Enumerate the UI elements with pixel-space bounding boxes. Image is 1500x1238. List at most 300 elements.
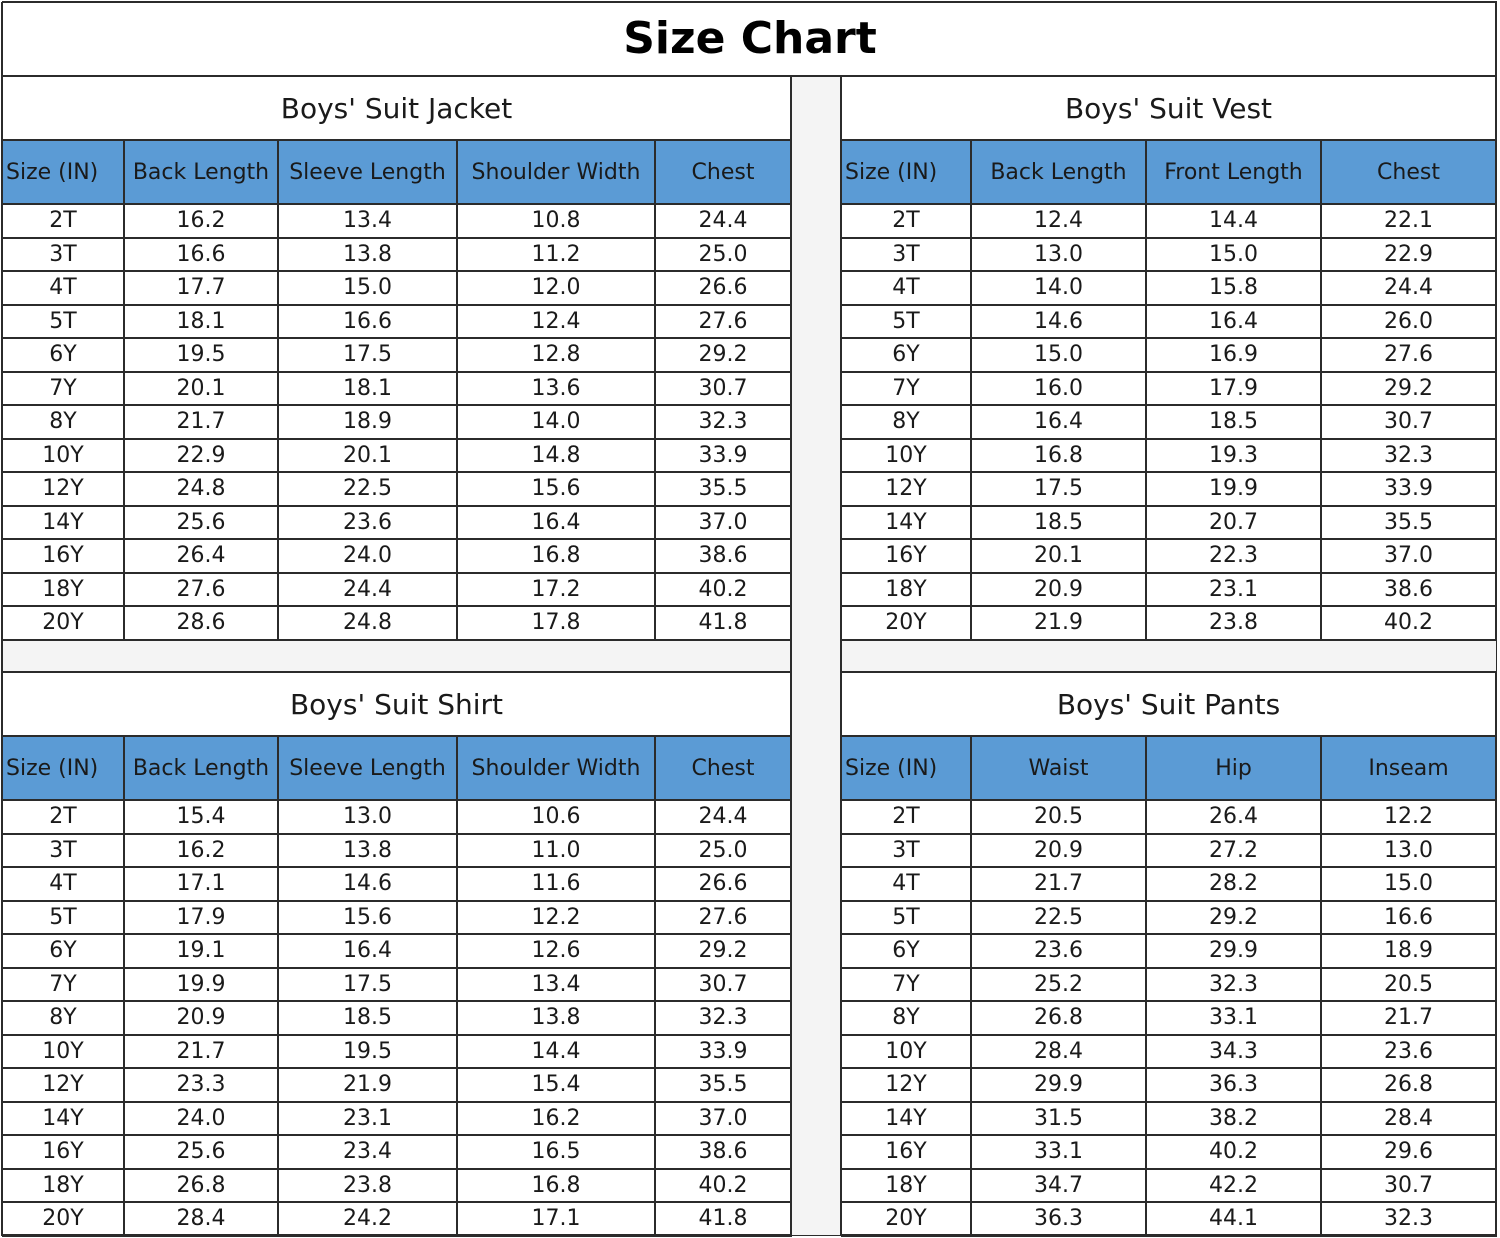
table-cell-jacket: 18.1 [176,308,226,334]
table-cell-vest: 18.5 [1034,509,1083,535]
table-cell-shirt: 24.0 [176,1105,226,1131]
grid-line [2,304,792,306]
table-cell-pants: 25.2 [1034,971,1083,997]
size-label-shirt: 8Y [49,1005,77,1031]
table-cell-pants: 34.3 [1209,1038,1258,1064]
table-cell-pants: 38.2 [1209,1105,1258,1131]
grid-line [2,1000,792,1002]
grid-line [456,736,458,1236]
grid-line [841,304,1497,306]
table-cell-jacket: 17.7 [176,275,226,301]
grid-line [790,672,792,1236]
table-cell-jacket: 26.6 [698,275,748,301]
column-header-pants-3: Inseam [1368,755,1449,781]
table-cell-jacket: 18.1 [343,375,392,401]
table-cell-pants: 21.7 [1384,1005,1433,1031]
table-cell-jacket: 15.0 [343,275,392,301]
table-cell-pants: 23.6 [1034,938,1083,964]
table-cell-vest: 16.4 [1209,308,1258,334]
grid-line [2,799,792,801]
grid-line [2,671,792,673]
size-label-jacket: 7Y [49,375,77,401]
table-cell-jacket: 19.5 [176,342,226,368]
size-label-vest: 4T [892,275,920,301]
table-cell-pants: 33.1 [1209,1005,1258,1031]
size-label-shirt: 12Y [42,1072,84,1098]
grid-line [2,438,792,440]
column-header-pants-2: Hip [1215,755,1252,781]
table-cell-jacket: 22.5 [343,476,392,502]
table-cell-jacket: 40.2 [698,576,748,602]
size-label-vest: 10Y [885,442,927,468]
grid-line [841,1201,1497,1203]
table-cell-shirt: 15.4 [531,1072,581,1098]
table-cell-vest: 35.5 [1384,509,1433,535]
grid-line [1,76,3,640]
table-cell-jacket: 24.4 [343,576,392,602]
grid-line [970,736,972,1236]
table-cell-jacket: 13.4 [343,208,392,234]
table-cell-jacket: 26.4 [176,543,226,569]
size-label-jacket: 20Y [42,610,84,636]
size-label-jacket: 10Y [42,442,84,468]
size-label-vest: 12Y [885,476,927,502]
table-cell-vest: 27.6 [1384,342,1433,368]
page-title: Size Chart [623,12,877,64]
table-cell-vest: 40.2 [1384,610,1433,636]
grid-line [841,639,1497,641]
table-cell-vest: 19.3 [1209,442,1258,468]
grid-line [2,639,792,641]
table-cell-pants: 32.3 [1384,1206,1433,1232]
table-cell-shirt: 16.8 [531,1172,581,1198]
grid-line [2,572,792,574]
size-label-shirt: 2T [49,804,77,830]
table-cell-jacket: 12.8 [531,342,581,368]
table-cell-vest: 14.0 [1034,275,1083,301]
column-header-vest-3: Chest [1377,159,1440,185]
size-label-vest: 8Y [892,409,920,435]
table-cell-jacket: 15.6 [531,476,581,502]
table-cell-pants: 44.1 [1209,1206,1258,1232]
column-header-jacket-1: Back Length [132,159,270,185]
grid-line [841,572,1497,574]
table-title-shirt: Boys' Suit Shirt [289,687,504,721]
grid-line [840,672,842,1236]
column-header-jacket-0: Size (IN) [6,159,99,185]
table-cell-vest: 20.7 [1209,509,1258,535]
table-cell-shirt: 23.3 [176,1072,226,1098]
table-cell-shirt: 25.6 [176,1139,226,1165]
table-cell-pants: 28.2 [1209,871,1258,897]
table-cell-pants: 20.5 [1384,971,1433,997]
table-cell-jacket: 38.6 [698,543,748,569]
table-cell-shirt: 30.7 [698,971,748,997]
column-header-shirt-2: Sleeve Length [289,755,446,781]
table-cell-jacket: 17.8 [531,610,581,636]
grid-line [2,1101,792,1103]
grid-line [2,505,792,507]
table-cell-vest: 16.0 [1034,375,1083,401]
grid-line [841,1235,1497,1237]
table-cell-jacket: 35.5 [698,476,748,502]
table-cell-shirt: 11.0 [531,837,581,863]
table-cell-pants: 16.6 [1384,904,1433,930]
size-label-pants: 6Y [892,938,920,964]
table-cell-pants: 30.7 [1384,1172,1433,1198]
table-cell-shirt: 21.7 [176,1038,226,1064]
size-label-vest: 6Y [892,342,920,368]
table-cell-shirt: 16.2 [531,1105,581,1131]
table-cell-vest: 14.4 [1209,208,1258,234]
table-cell-vest: 14.6 [1034,308,1083,334]
size-label-vest: 2T [892,208,920,234]
table-cell-pants: 15.0 [1384,871,1433,897]
table-cell-jacket: 17.2 [531,576,581,602]
column-header-pants-0: Size (IN) [845,755,938,781]
table-cell-pants: 26.8 [1034,1005,1083,1031]
table-cell-shirt: 38.6 [698,1139,748,1165]
table-cell-shirt: 12.6 [531,938,581,964]
table-cell-vest: 24.4 [1384,275,1433,301]
table-cell-shirt: 29.2 [698,938,748,964]
column-header-jacket-2: Sleeve Length [289,159,446,185]
column-header-vest-2: Front Length [1164,159,1303,185]
grid-line [841,270,1497,272]
table-cell-jacket: 24.8 [343,610,392,636]
size-label-pants: 18Y [885,1172,927,1198]
size-label-shirt: 5T [49,904,77,930]
table-cell-jacket: 23.6 [343,509,392,535]
table-title-pants: Boys' Suit Pants [1056,687,1281,721]
column-header-shirt-3: Shoulder Width [471,755,641,781]
table-cell-pants: 28.4 [1384,1105,1433,1131]
size-label-pants: 5T [892,904,920,930]
size-label-jacket: 6Y [49,342,77,368]
table-cell-jacket: 32.3 [698,409,748,435]
column-header-vest-1: Back Length [990,159,1127,185]
table-cell-shirt: 16.4 [343,938,392,964]
table-cell-shirt: 26.8 [176,1172,226,1198]
size-label-vest: 20Y [885,610,927,636]
table-cell-jacket: 18.9 [343,409,392,435]
table-cell-pants: 20.9 [1034,837,1083,863]
size-label-vest: 16Y [885,543,927,569]
table-cell-shirt: 32.3 [698,1005,748,1031]
table-cell-shirt: 25.0 [698,837,748,863]
table-cell-shirt: 14.4 [531,1038,581,1064]
grid-line [841,471,1497,473]
size-label-jacket: 2T [49,208,77,234]
table-cell-vest: 15.0 [1209,241,1258,267]
size-label-pants: 8Y [892,1005,920,1031]
grid-line [2,1134,792,1136]
table-cell-shirt: 13.0 [343,804,392,830]
size-label-pants: 14Y [885,1105,927,1131]
grid-line [841,371,1497,373]
grid-line [841,139,1497,141]
size-label-shirt: 20Y [42,1206,84,1232]
table-cell-jacket: 16.6 [176,241,226,267]
grid-line [2,1168,792,1170]
table-cell-shirt: 16.2 [176,837,226,863]
grid-line [1495,76,1497,640]
table-cell-jacket: 25.0 [698,241,748,267]
table-cell-vest: 17.5 [1034,476,1083,502]
table-cell-pants: 26.4 [1209,804,1258,830]
column-header-shirt-0: Size (IN) [6,755,99,781]
table-cell-vest: 18.5 [1209,409,1258,435]
grid-line [123,736,125,1236]
table-cell-shirt: 33.9 [698,1038,748,1064]
table-cell-jacket: 10.8 [531,208,581,234]
table-cell-jacket: 24.8 [176,476,226,502]
grid-line [2,735,792,737]
grid-line [123,140,125,640]
table-cell-jacket: 16.4 [531,509,581,535]
size-label-shirt: 7Y [49,971,77,997]
table-cell-jacket: 27.6 [176,576,226,602]
grid-line [841,505,1497,507]
outer-frame-top [2,1,1497,3]
grid-line [841,237,1497,239]
table-cell-shirt: 35.5 [698,1072,748,1098]
table-cell-shirt: 24.4 [698,804,748,830]
size-label-shirt: 3T [49,837,77,863]
grid-line [2,933,792,935]
size-label-shirt: 18Y [42,1172,84,1198]
table-title-jacket: Boys' Suit Jacket [280,91,513,125]
size-label-pants: 4T [892,871,920,897]
table-cell-vest: 20.1 [1034,543,1083,569]
grid-line [2,1067,792,1069]
grid-line [2,900,792,902]
grid-line [1495,672,1497,1236]
table-cell-pants: 29.6 [1384,1139,1433,1165]
size-label-jacket: 8Y [49,409,77,435]
table-cell-shirt: 12.2 [531,904,581,930]
table-cell-shirt: 11.6 [531,871,581,897]
table-cell-jacket: 16.8 [531,543,581,569]
size-label-jacket: 5T [49,308,77,334]
table-cell-shirt: 17.1 [176,871,226,897]
table-cell-shirt: 13.4 [531,971,581,997]
grid-line [841,866,1497,868]
size-label-pants: 2T [892,804,920,830]
grid-line [2,139,792,141]
table-cell-vest: 12.4 [1034,208,1083,234]
grid-line [456,140,458,640]
table-cell-vest: 22.3 [1209,543,1258,569]
size-label-jacket: 18Y [42,576,84,602]
table-cell-jacket: 22.9 [176,442,226,468]
table-cell-pants: 33.1 [1034,1139,1083,1165]
column-header-shirt-4: Chest [691,755,755,781]
table-cell-vest: 16.9 [1209,342,1258,368]
size-label-pants: 20Y [885,1206,927,1232]
table-cell-shirt: 19.5 [343,1038,392,1064]
column-header-shirt-1: Back Length [132,755,270,781]
grid-line [841,1034,1497,1036]
table-cell-pants: 21.7 [1034,871,1083,897]
grid-line [654,140,656,640]
grid-line [1,672,3,1236]
table-cell-jacket: 16.2 [176,208,226,234]
grid-line [2,237,792,239]
size-label-shirt: 6Y [49,938,77,964]
table-cell-shirt: 17.1 [531,1206,581,1232]
table-cell-shirt: 23.4 [343,1139,392,1165]
grid-line [654,736,656,1236]
grid-line [841,900,1497,902]
grid-line [277,140,279,640]
grid-line [841,933,1497,935]
table-cell-pants: 22.5 [1034,904,1083,930]
size-label-jacket: 3T [49,241,77,267]
table-cell-shirt: 27.6 [698,904,748,930]
table-cell-jacket: 13.6 [531,375,581,401]
table-cell-jacket: 20.1 [343,442,392,468]
grid-line [2,270,792,272]
grid-line [790,76,792,640]
grid-line [840,76,842,640]
table-cell-pants: 36.3 [1209,1072,1258,1098]
grid-line [970,140,972,640]
table-cell-vest: 22.1 [1384,208,1433,234]
grid-line [841,404,1497,406]
table-cell-vest: 22.9 [1384,241,1433,267]
table-cell-shirt: 17.9 [176,904,226,930]
grid-line [1320,140,1322,640]
table-cell-vest: 15.0 [1034,342,1083,368]
table-cell-jacket: 16.6 [343,308,392,334]
table-cell-vest: 33.9 [1384,476,1433,502]
table-cell-pants: 12.2 [1384,804,1433,830]
grid-line [841,735,1497,737]
table-cell-pants: 28.4 [1034,1038,1083,1064]
grid-line [841,203,1497,205]
middle-gap-left [3,640,790,672]
table-cell-vest: 15.8 [1209,275,1258,301]
table-cell-shirt: 19.9 [176,971,226,997]
table-cell-shirt: 26.6 [698,871,748,897]
size-label-vest: 14Y [885,509,927,535]
grid-line [2,471,792,473]
size-label-pants: 7Y [892,971,920,997]
grid-line [2,866,792,868]
grid-line [841,1000,1497,1002]
grid-line [1145,736,1147,1236]
size-label-shirt: 14Y [42,1105,84,1131]
table-cell-jacket: 33.9 [698,442,748,468]
grid-line [1145,140,1147,640]
table-cell-pants: 23.6 [1384,1038,1433,1064]
table-cell-jacket: 30.7 [698,375,748,401]
size-label-pants: 16Y [885,1139,927,1165]
grid-line [841,337,1497,339]
table-cell-jacket: 13.8 [343,241,392,267]
table-cell-vest: 37.0 [1384,543,1433,569]
grid-line [1320,736,1322,1236]
table-cell-pants: 34.7 [1034,1172,1083,1198]
table-cell-vest: 16.4 [1034,409,1083,435]
table-cell-jacket: 37.0 [698,509,748,535]
table-cell-jacket: 14.0 [531,409,581,435]
table-cell-vest: 23.1 [1209,576,1258,602]
column-header-vest-0: Size (IN) [845,159,938,185]
table-cell-jacket: 20.1 [176,375,226,401]
grid-line [841,1168,1497,1170]
table-cell-jacket: 12.4 [531,308,581,334]
table-cell-shirt: 40.2 [698,1172,748,1198]
table-cell-pants: 13.0 [1384,837,1433,863]
table-cell-shirt: 18.5 [343,1005,392,1031]
grid-line [2,203,792,205]
table-cell-vest: 26.0 [1384,308,1433,334]
table-cell-vest: 20.9 [1034,576,1083,602]
grid-line [2,337,792,339]
size-label-vest: 18Y [885,576,927,602]
table-cell-jacket: 24.4 [698,208,748,234]
table-cell-jacket: 27.6 [698,308,748,334]
grid-line [277,736,279,1236]
grid-line [841,605,1497,607]
table-cell-pants: 18.9 [1384,938,1433,964]
grid-line [2,605,792,607]
table-cell-pants: 29.9 [1209,938,1258,964]
column-header-pants-1: Waist [1028,755,1089,781]
size-label-pants: 3T [892,837,920,863]
table-cell-vest: 29.2 [1384,375,1433,401]
table-cell-jacket: 17.5 [343,342,392,368]
size-label-pants: 10Y [885,1038,927,1064]
table-cell-vest: 21.9 [1034,610,1083,636]
table-cell-pants: 42.2 [1209,1172,1258,1198]
table-cell-pants: 40.2 [1209,1139,1258,1165]
grid-line [841,1134,1497,1136]
size-label-vest: 3T [892,241,920,267]
table-cell-shirt: 14.6 [343,871,392,897]
grid-line [841,1067,1497,1069]
size-label-jacket: 12Y [42,476,84,502]
table-cell-vest: 23.8 [1209,610,1258,636]
table-cell-shirt: 10.6 [531,804,581,830]
table-cell-pants: 26.8 [1384,1072,1433,1098]
size-label-vest: 7Y [892,375,920,401]
grid-line [841,967,1497,969]
grid-line [2,833,792,835]
table-cell-pants: 27.2 [1209,837,1258,863]
table-cell-shirt: 23.8 [343,1172,392,1198]
size-label-jacket: 4T [49,275,77,301]
table-cell-shirt: 37.0 [698,1105,748,1131]
table-cell-pants: 32.3 [1209,971,1258,997]
table-cell-shirt: 19.1 [176,938,226,964]
table-cell-shirt: 23.1 [343,1105,392,1131]
middle-gap-right [842,640,1496,672]
center-separator [791,77,840,1235]
table-cell-vest: 17.9 [1209,375,1258,401]
column-header-jacket-4: Chest [691,159,755,185]
column-header-jacket-3: Shoulder Width [471,159,641,185]
grid-line [841,538,1497,540]
grid-line [2,1201,792,1203]
table-cell-jacket: 41.8 [698,610,748,636]
table-cell-pants: 29.9 [1034,1072,1083,1098]
table-cell-jacket: 28.6 [176,610,226,636]
table-cell-vest: 16.8 [1034,442,1083,468]
table-cell-shirt: 13.8 [343,837,392,863]
